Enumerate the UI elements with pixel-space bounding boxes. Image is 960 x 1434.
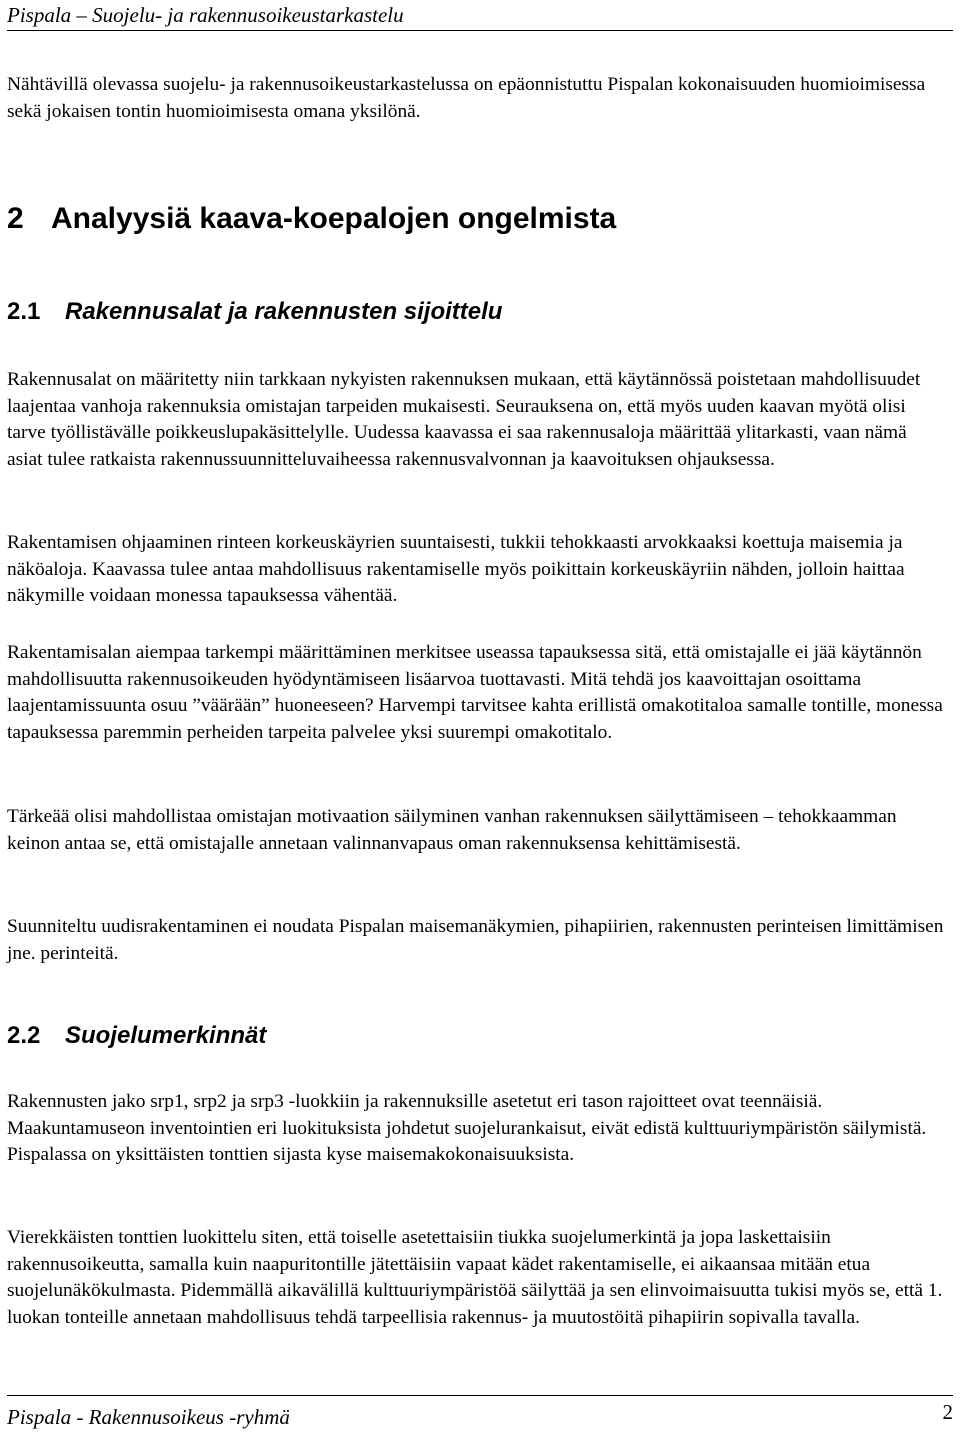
subsection-title: Suojelumerkinnät [65,1022,267,1049]
subsection-title: Rakennusalat ja rakennusten sijoittelu [65,298,503,325]
paragraph-2-1-c: Rakentamisalan aiempaa tarkempi määrittäminen merkitsee useassa tapauksessa sitä, että omistajalle ei jää käytännön mahdollisuutta rakennusoikeuden hyödyntämiseen lisäarvoa tuottavasti. Mitä tehdä jos kaavoittajan osoittama laajentamissuunta osuu ”väärään” huoneeseen? Harvempi tarvitsee kahta erillistä omakotitaloa samalle tontille, monessa tapauksessa paremmin perheiden tarpeita palvelee yksi suurempi omakotitalo. [7,642,943,743]
document-page [7,0,953,1434]
paragraph-2-2-a: Rakennusten jako srp1, srp2 ja srp3 -luokkiin ja rakennuksille asetetut eri tason rajoitteet ovat teennäisiä. Maakuntamuseon inventointien eri luokituksista johdetut suojelurankaisut, eivät edistä kulttuuriympäristön säilymistä. Pispalassa on yksittäisten tonttien sijasta kyse maisemakokonaisuuksista. [7,1091,927,1166]
footer-text: Pispala - Rakennusoikeus -ryhmä [7,1405,290,1429]
intro-paragraph: Nähtävillä olevassa suojelu- ja rakennusoikeustarkastelussa on epäonnistuttu Pispalan kokonaisuuden huomioimisessa sekä jokaisen tontin huomioimisesta omana yksilönä. [7,74,926,122]
subsection-heading-2-1 [7,297,502,327]
subsection-number: 2.1 [7,298,41,325]
paragraph-2-1-e: Suunniteltu uudisrakentaminen ei noudata Pispalan maisemanäkymien, pihapiirien, rakennusten perinteisen limittämisen jne. perinteitä. [7,916,944,964]
subsection-number: 2.2 [7,1022,41,1049]
paragraph-2-1-d: Tärkeää olisi mahdollistaa omistajan motivaation säilyminen vanhan rakennuksen säilyttämiseen – tehokkaamman keinon antaa se, että omistajalle annetaan valinnanvapaus oman rakennuksensa kehittämisestä. [7,806,897,854]
page-header [7,2,953,31]
section-heading-2 [7,201,616,237]
subsection-heading-2-2 [7,1021,266,1051]
section-title: Analyysiä kaava-koepalojen ongelmista [51,202,617,235]
header-title: Pispala – Suojelu- ja rakennusoikeustarkastelu [7,3,404,27]
paragraph-2-1-b: Rakentamisen ohjaaminen rinteen korkeuskäyrien suuntaisesti, tukkii tehokkaasti arvokkaaksi koettuja maisemia ja näköaloja. Kaavassa tulee antaa mahdollisuus rakentamiselle myös poikittain korkeuskäyriin nähden, jolloin haittaa näkymille voidaan monessa tapauksessa vähentää. [7,532,905,607]
page-footer [7,1395,953,1432]
paragraph-2-2-b: Vierekkäisten tonttien luokittelu siten, että toiselle asetettaisiin tiukka suojelumerkintä ja jopa laskettaisiin rakennusoikeutta, samalla kuin naapuritontille jätettäisiin vapaat kädet rakentamiselle, ei aikaansaa mitään etua suojelunäkökulmasta. Pidemmällä aikavälillä kulttuuriympäristöä säilyttää ja sen elinvoimaisuutta tukisi myös se, että 1. luokan tonteille annetaan mahdollisuus tehdä tarpeellisia rakennus- ja muutostöitä pihapiirin sopivalla tavalla. [7,1227,943,1328]
paragraph-2-1-a: Rakennusalat on määritetty niin tarkkaan nykyisten rakennuksen mukaan, että käytännössä poistetaan mahdollisuudet laajentaa vanhoja rakennuksia omistajan tarpeiden mukaisesti. Seurauksena on, että myös uuden kaavan myötä olisi tarve työllistävälle poikkeuslupakäsittelylle. Uudessa kaavassa ei saa rakennusaloja määrittää ylitarkasti, vaan nämä asiat tulee ratkaista rakennussuunnitteluvaiheessa rakennusvalvonnan ja kaavoituksen ohjauksessa. [7,369,921,470]
page-number: 2 [942,1400,953,1424]
section-number: 2 [7,202,24,235]
